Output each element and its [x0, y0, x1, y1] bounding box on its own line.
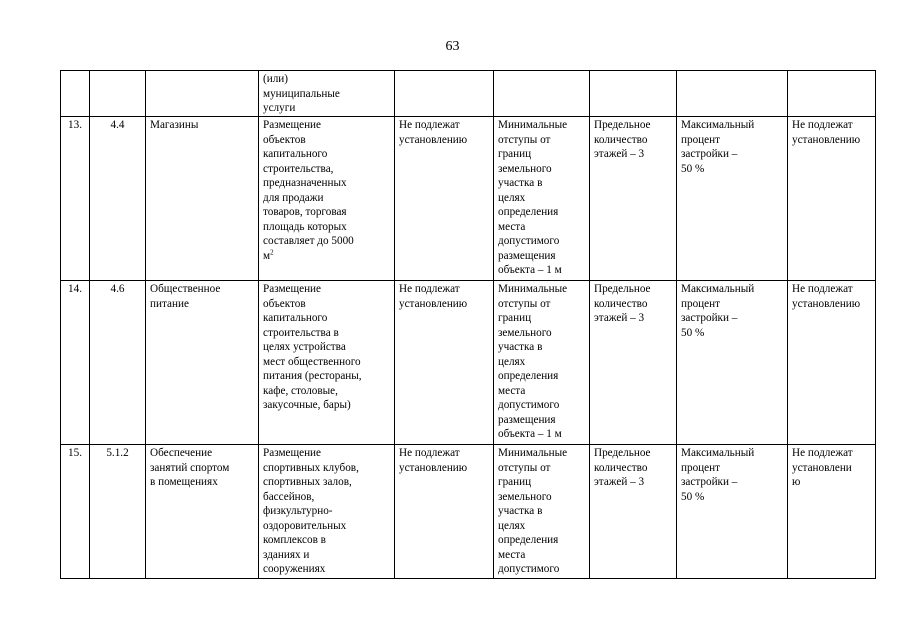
parameter-cell: Не подлежат установлению [395, 281, 494, 445]
use-name-cell: Обеспечение занятий спортом в помещениях [146, 445, 259, 579]
table-row [61, 445, 876, 579]
description-cell: Размещение объектов капитального строительства в целях устройства мест общественного питания (рестораны, кафе, столовые, закусочные, бары) [259, 281, 395, 445]
setback-cell [494, 71, 590, 117]
coverage-cell: Максимальный процент застройки – 50 % [677, 117, 788, 281]
coverage-cell [677, 71, 788, 117]
floors-cell: Предельное количество этажей – 3 [590, 445, 677, 579]
parameter-cell: Не подлежат установлению [395, 445, 494, 579]
row-number-cell: 15. [61, 445, 90, 579]
floors-cell [590, 71, 677, 117]
use-name-cell [146, 71, 259, 117]
setback-cell: Минимальные отступы от границ земельного участка в целях определения места допустимого [494, 445, 590, 579]
table-row [61, 117, 876, 281]
floors-cell: Предельное количество этажей – 3 [590, 281, 677, 445]
coverage-cell: Максимальный процент застройки – 50 % [677, 445, 788, 579]
description-cell: Размещение спортивных клубов, спортивных залов, бассейнов, физкультурно- оздоровительных комплексов в зданиях и сооружениях [259, 445, 395, 579]
superscript-2: 2 [270, 247, 274, 256]
land-use-table [60, 70, 876, 579]
code-cell: 5.1.2 [90, 445, 146, 579]
restriction-cell [788, 71, 876, 117]
description-cell: (или) муниципальные услуги [259, 71, 395, 117]
restriction-cell: Не подлежат установлению [788, 117, 876, 281]
row-number-cell: 13. [61, 117, 90, 281]
setback-cell: Минимальные отступы от границ земельного участка в целях определения места допустимого размещения объекта – 1 м [494, 117, 590, 281]
row-number-cell: 14. [61, 281, 90, 445]
floors-cell: Предельное количество этажей – 3 [590, 117, 677, 281]
parameter-cell: Не подлежат установлению [395, 117, 494, 281]
code-cell: 4.6 [90, 281, 146, 445]
use-name-cell: Магазины [146, 117, 259, 281]
row-number-cell [61, 71, 90, 117]
parameter-cell [395, 71, 494, 117]
description-cell: Размещение объектов капитального строительства, предназначенных для продажи товаров, торговая площадь которых составляет до 5000 $м^2$ [259, 117, 395, 281]
setback-cell: Минимальные отступы от границ земельного участка в целях определения места допустимого размещения объекта – 1 м [494, 281, 590, 445]
restriction-cell: Не подлежат установлению [788, 281, 876, 445]
table-row [61, 71, 876, 117]
restriction-cell: Не подлежат установлени ю [788, 445, 876, 579]
table-row [61, 281, 876, 445]
page-number: 63 [445, 39, 460, 54]
coverage-cell: Максимальный процент застройки – 50 % [677, 281, 788, 445]
code-cell: 4.4 [90, 117, 146, 281]
code-cell [90, 71, 146, 117]
use-name-cell: Общественное питание [146, 281, 259, 445]
